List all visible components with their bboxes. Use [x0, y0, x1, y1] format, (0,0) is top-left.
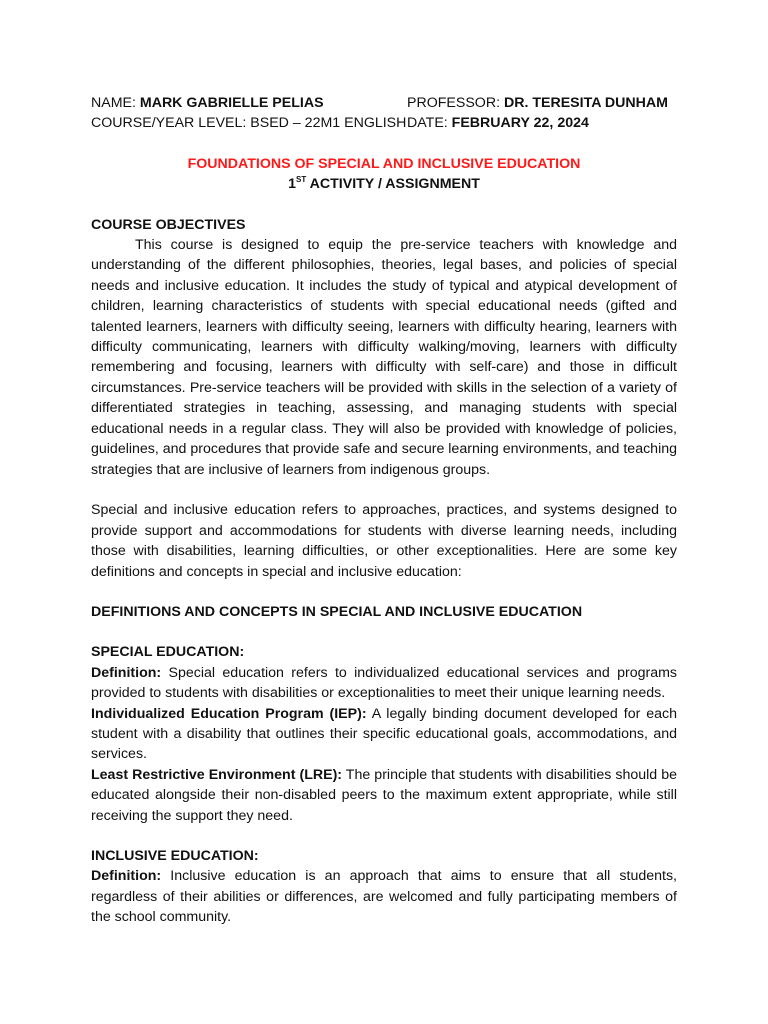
date-label: DATE:	[407, 115, 452, 132]
lre-term: Least Restrictive Environment (LRE):	[91, 766, 343, 783]
intro-paragraph: Special and inclusive education refers to approaches, practices, and systems designed to provide support and accommodations for students with diverse learning needs, including those with disabilities, learning difficulties, or other exceptionalities. Here are some key definitions and concepts in special and inclusive education:	[91, 502, 677, 580]
lre-text: The principle that students with disabilities should be educated alongside their non-disabled peers to the maximum extent appropriate, while still receiving the support they need.	[91, 766, 677, 824]
professor-name: DR. TERESITA DUNHAM	[503, 95, 668, 111]
inclusive-education-heading: INCLUSIVE EDUCATION:	[91, 847, 259, 864]
professor-label: PROFESSOR:	[407, 95, 504, 111]
course-line	[91, 113, 407, 133]
definition-text: Special education refers to individualized educational services and programs provided to students with disabilities or exceptionalities to meet their unique learning needs.	[91, 664, 677, 702]
definitions-heading: DEFINITIONS AND CONCEPTS IN SPECIAL AND INCLUSIVE EDUCATION	[91, 603, 583, 620]
inclusive-education-definition	[91, 866, 677, 927]
course-objectives-paragraph: This course is designed to equip the pre-service teachers with knowledge and understanding of the different philosophies, theories, legal bases, and policies of special needs and inclusive education. It includes the study of typical and atypical development of children, learning characteristics of students with special educational needs (gifted and talented learners, learners with difficulty seeing, learners with difficulty hearing, learners with difficulty communicating, learners with difficulty walking/moving, learners with difficulty remembering and focusing, learners with difficulty with self-care) and those in difficult circumstances. Pre-service teachers will be provided with skills in the selection of a variety of differentiated strategies in teaching, assessing, and managing students with special educational needs in a regular class. They will also be provided with knowledge of policies, guidelines, and procedures that provide safe and secure learning environments, and teaching strategies that are inclusive of learners from indigenous groups.	[91, 237, 678, 478]
special-education-definition	[91, 663, 677, 704]
activity-number: 1	[288, 176, 296, 193]
definition-term: Definition:	[91, 868, 162, 885]
name-line	[91, 93, 407, 113]
definition-term: Definition:	[91, 664, 162, 681]
course-objectives-heading: COURSE OBJECTIVES	[91, 216, 246, 233]
date-value: FEBRUARY 22, 2024	[451, 115, 589, 132]
lre-definition	[91, 765, 677, 826]
iep-term: Individualized Education Program (IEP):	[91, 705, 367, 722]
special-education-heading: SPECIAL EDUCATION:	[91, 644, 245, 661]
date-line	[407, 113, 677, 133]
iep-text: A legally binding document developed for each student with a disability that outlines their specific educational goals, accommodations, and services.	[91, 705, 677, 763]
document-header	[91, 93, 677, 134]
course-level: COURSE/YEAR LEVEL: BSED – 22M1 ENGLISH	[91, 115, 407, 132]
iep-definition	[91, 704, 677, 765]
student-name: MARK GABRIELLE PELIAS	[139, 95, 324, 111]
name-label: NAME:	[91, 95, 140, 111]
activity-title	[91, 174, 677, 194]
professor-line	[407, 93, 677, 113]
course-title: FOUNDATIONS OF SPECIAL AND INCLUSIVE EDUCATION	[187, 155, 581, 172]
document-title	[91, 154, 677, 195]
activity-label: ACTIVITY / ASSIGNMENT	[306, 176, 480, 193]
activity-ordinal: ST	[295, 175, 307, 185]
definition-text: Inclusive education is an approach that aims to ensure that all students, regardless of their abilities or differences, are welcomed and fully participating members of the school community.	[91, 868, 677, 926]
